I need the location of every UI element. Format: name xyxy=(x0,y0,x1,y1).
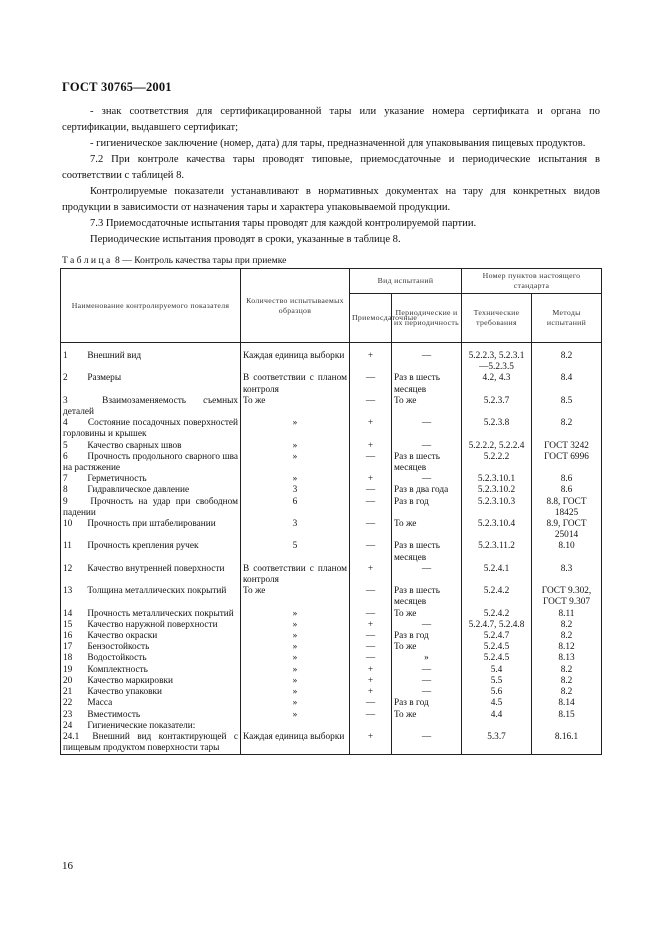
periodic-cell: То же xyxy=(392,609,462,620)
indicator-number: 19 xyxy=(63,664,73,675)
indicator-name: Качество окраски xyxy=(87,631,158,642)
indicator-name: Прочность металлических покрытий xyxy=(87,608,234,619)
sample-quantity-cell: » xyxy=(241,665,350,676)
periodic-cell: — xyxy=(392,418,462,440)
table-row xyxy=(61,586,602,608)
methods-cell: 8.6 xyxy=(532,485,602,496)
requirements-cell: 5.2.3.10.3 xyxy=(462,497,532,519)
table-row xyxy=(61,452,602,474)
paragraph: - гигиеническое заключение (номер, дата) для тары, предназначенной для упаковывания пищевых продуктов. xyxy=(90,138,586,149)
indicator-name: Прочность крепления ручек xyxy=(87,541,199,552)
indicator-cell xyxy=(61,519,241,541)
header-periodic: Периодические и их периодичность xyxy=(392,294,462,343)
indicator-cell xyxy=(61,676,241,687)
indicator-cell xyxy=(61,665,241,676)
table-row xyxy=(61,620,602,631)
requirements-cell: 5.2.3.10.4 xyxy=(462,519,532,541)
indicator-cell xyxy=(61,710,241,721)
table-row xyxy=(61,721,602,732)
sample-quantity-cell: 3 xyxy=(241,485,350,496)
methods-cell xyxy=(532,721,602,732)
acceptance-cell: — xyxy=(350,497,392,519)
sample-quantity-cell: Каждая единица выборки xyxy=(241,343,350,374)
sample-quantity-cell: » xyxy=(241,441,350,452)
quality-control-table xyxy=(60,268,602,755)
indicator-name: Качество маркировки xyxy=(87,675,173,686)
indicator-cell xyxy=(61,418,241,440)
indicator-cell xyxy=(61,721,241,732)
methods-cell: ГОСТ 9.302, ГОСТ 9.307 xyxy=(532,586,602,608)
indicator-name: Внешний вид xyxy=(87,351,142,361)
table-row xyxy=(61,609,602,620)
indicator-number: 23 xyxy=(63,709,73,720)
requirements-cell: 5.2.2.3, 5.2.3.1—5.2.3.5 xyxy=(462,343,532,374)
table-row xyxy=(61,497,602,519)
methods-cell: 8.6 xyxy=(532,474,602,485)
indicator-cell xyxy=(61,586,241,608)
requirements-cell: 5.3.7 xyxy=(462,732,532,755)
methods-cell: 8.2 xyxy=(532,676,602,687)
table-row xyxy=(61,687,602,698)
acceptance-cell: — xyxy=(350,609,392,620)
sample-quantity-cell: » xyxy=(241,687,350,698)
requirements-cell: 5.2.3.8 xyxy=(462,418,532,440)
sample-quantity-cell: » xyxy=(241,474,350,485)
header-standard-items: Номер пунктов настоящего стандарта xyxy=(462,269,602,294)
periodic-cell: То же xyxy=(392,519,462,541)
methods-cell: 8.15 xyxy=(532,710,602,721)
indicator-cell xyxy=(61,698,241,709)
indicator-number: 7 xyxy=(63,474,68,485)
indicator-number: 20 xyxy=(63,675,73,686)
requirements-cell: 5.5 xyxy=(462,676,532,687)
table-row xyxy=(61,541,602,563)
indicator-number: 10 xyxy=(63,519,73,530)
indicator-number: 6 xyxy=(63,451,68,462)
periodic-cell xyxy=(392,721,462,732)
indicator-number: 17 xyxy=(63,642,73,653)
requirements-cell: 5.2.2.2 xyxy=(462,452,532,474)
indicator-cell xyxy=(61,441,241,452)
acceptance-cell: — xyxy=(350,452,392,474)
methods-cell: 8.9, ГОСТ 25014 xyxy=(532,519,602,541)
indicator-number: 5 xyxy=(63,440,68,451)
periodic-cell: Раз в шесть месяцев xyxy=(392,452,462,474)
header-requirements: Технические требования xyxy=(462,294,532,343)
indicator-number: 15 xyxy=(63,619,73,630)
indicator-cell xyxy=(61,620,241,631)
indicator-number: 12 xyxy=(63,563,73,574)
methods-cell: 8.8, ГОСТ 18425 xyxy=(532,497,602,519)
sample-quantity-cell: » xyxy=(241,452,350,474)
sample-quantity-cell: » xyxy=(241,418,350,440)
methods-cell: 8.3 xyxy=(532,564,602,586)
table-row xyxy=(61,373,602,395)
requirements-cell: 5.4 xyxy=(462,665,532,676)
acceptance-cell: + xyxy=(350,441,392,452)
paragraph: Контролируемые показатели устанавливают в нормативных документах на тару для конкретных видов продукции в зависимости от назначения тары и характера упаковываемой продукции. xyxy=(62,186,600,213)
requirements-cell xyxy=(462,721,532,732)
indicator-cell xyxy=(61,541,241,563)
requirements-cell: 5.2.3.11.2 xyxy=(462,541,532,563)
indicator-number: 18 xyxy=(63,653,73,664)
requirements-cell: 5.2.4.1 xyxy=(462,564,532,586)
table-row xyxy=(61,642,602,653)
indicator-number: 9 xyxy=(63,496,68,507)
indicator-number: 1 xyxy=(63,351,68,361)
table-row xyxy=(61,564,602,586)
indicator-number: 3 xyxy=(63,395,68,406)
indicator-cell xyxy=(61,343,241,374)
indicator-number: 13 xyxy=(63,586,73,597)
indicator-name: Прочность при штабелировании xyxy=(87,519,216,530)
indicator-name: Прочность продольного сварного шва на растяжение xyxy=(63,451,238,474)
periodic-cell: — xyxy=(392,732,462,755)
indicator-number: 24 xyxy=(63,720,73,731)
header-quantity: Количество испытываемых образцов xyxy=(241,269,350,343)
table-caption-text: 8 — Контроль качества тары при приемке xyxy=(115,255,287,266)
sample-quantity-cell: » xyxy=(241,676,350,687)
indicator-number: 22 xyxy=(63,698,73,709)
acceptance-cell: — xyxy=(350,586,392,608)
acceptance-cell: + xyxy=(350,687,392,698)
acceptance-cell xyxy=(350,721,392,732)
table-row xyxy=(61,474,602,485)
requirements-cell: 5.2.4.2 xyxy=(462,586,532,608)
acceptance-cell: — xyxy=(350,653,392,664)
table-row xyxy=(61,441,602,452)
acceptance-cell: — xyxy=(350,710,392,721)
table-row xyxy=(61,732,602,755)
acceptance-cell: — xyxy=(350,642,392,653)
acceptance-cell: + xyxy=(350,676,392,687)
acceptance-cell: — xyxy=(350,396,392,418)
requirements-cell: 5.2.3.10.1 xyxy=(462,474,532,485)
acceptance-cell: + xyxy=(350,732,392,755)
table-body xyxy=(61,343,602,755)
sample-quantity-cell: » xyxy=(241,642,350,653)
indicator-cell xyxy=(61,373,241,395)
indicator-cell xyxy=(61,653,241,664)
indicator-cell xyxy=(61,485,241,496)
methods-cell: 8.10 xyxy=(532,541,602,563)
methods-cell: 8.2 xyxy=(532,687,602,698)
indicator-name: Качество сварных швов xyxy=(87,440,182,451)
methods-cell: 8.4 xyxy=(532,373,602,395)
table-row xyxy=(61,698,602,709)
sample-quantity-cell: 3 xyxy=(241,519,350,541)
acceptance-cell: — xyxy=(350,698,392,709)
table-caption-label: Таблица xyxy=(62,255,113,266)
indicator-cell xyxy=(61,396,241,418)
indicator-number: 24.1 xyxy=(63,731,80,742)
paragraph: Периодические испытания проводят в сроки, указанные в таблице 8. xyxy=(90,234,401,245)
periodic-cell: — xyxy=(392,620,462,631)
table-row xyxy=(61,396,602,418)
methods-cell: 8.2 xyxy=(532,418,602,440)
sample-quantity-cell xyxy=(241,721,350,732)
requirements-cell: 4.2, 4.3 xyxy=(462,373,532,395)
indicator-cell xyxy=(61,631,241,642)
indicator-name: Гидравлическое давление xyxy=(87,485,190,496)
indicator-cell xyxy=(61,564,241,586)
sample-quantity-cell: Каждая единица выборки xyxy=(241,732,350,755)
indicator-number: 8 xyxy=(63,485,68,496)
requirements-cell: 4.4 xyxy=(462,710,532,721)
sample-quantity-cell: » xyxy=(241,710,350,721)
document-header: ГОСТ 30765—2001 xyxy=(62,80,172,94)
requirements-cell: 5.2.3.10.2 xyxy=(462,485,532,496)
indicator-number: 2 xyxy=(63,373,68,384)
methods-cell: 8.2 xyxy=(532,620,602,631)
acceptance-cell: + xyxy=(350,418,392,440)
periodic-cell: — xyxy=(392,665,462,676)
indicator-name: Прочность на удар при свободном падении xyxy=(63,496,238,518)
indicator-number: 14 xyxy=(63,608,73,619)
periodic-cell: Раз в два года xyxy=(392,485,462,496)
sample-quantity-cell: » xyxy=(241,609,350,620)
indicator-cell xyxy=(61,732,241,755)
methods-cell: 8.11 xyxy=(532,609,602,620)
periodic-cell: — xyxy=(392,343,462,374)
indicator-cell xyxy=(61,497,241,519)
periodic-cell: Раз в год xyxy=(392,497,462,519)
methods-cell: 8.2 xyxy=(532,631,602,642)
indicator-name: Качество внутренней поверхности xyxy=(87,563,225,574)
header-methods: Методы испытаний xyxy=(532,294,602,343)
periodic-cell: Раз в год xyxy=(392,631,462,642)
acceptance-cell: + xyxy=(350,564,392,586)
requirements-cell: 5.2.4.5 xyxy=(462,642,532,653)
paragraph: 7.2 При контроле качества тары проводят типовые, приемосдаточные и периодические испытания в соответствии с таблицей 8. xyxy=(62,154,600,181)
methods-cell: 8.13 xyxy=(532,653,602,664)
sample-quantity-cell: » xyxy=(241,653,350,664)
indicator-cell xyxy=(61,609,241,620)
acceptance-cell: — xyxy=(350,541,392,563)
indicator-number: 16 xyxy=(63,631,73,642)
table-row xyxy=(61,485,602,496)
indicator-number: 4 xyxy=(63,418,68,429)
indicator-cell xyxy=(61,642,241,653)
methods-cell: 8.2 xyxy=(532,665,602,676)
sample-quantity-cell: В соответствии с планом контроля xyxy=(241,373,350,395)
periodic-cell: — xyxy=(392,474,462,485)
page-number: 16 xyxy=(62,860,73,872)
acceptance-cell: — xyxy=(350,485,392,496)
requirements-cell: 5.6 xyxy=(462,687,532,698)
table-row xyxy=(61,418,602,440)
sample-quantity-cell: В соответствии с планом контроля xyxy=(241,564,350,586)
paragraph: 7.3 Приемосдаточные испытания тары проводят для каждой контролируемой партии. xyxy=(90,218,477,229)
periodic-cell: — xyxy=(392,564,462,586)
indicator-name: Состояние посадочных поверхностей горловины и крышек xyxy=(63,418,239,440)
indicator-name: Гигиенические показатели: xyxy=(87,720,196,731)
sample-quantity-cell: » xyxy=(241,698,350,709)
indicator-name: Толщина металлических покрытий xyxy=(87,586,227,597)
table-row xyxy=(61,710,602,721)
sample-quantity-cell: То же xyxy=(241,586,350,608)
periodic-cell: То же xyxy=(392,642,462,653)
sample-quantity-cell: 6 xyxy=(241,497,350,519)
indicator-number: 11 xyxy=(63,541,72,552)
requirements-cell: 5.2.4.2 xyxy=(462,609,532,620)
periodic-cell: — xyxy=(392,687,462,698)
methods-cell: ГОСТ 6996 xyxy=(532,452,602,474)
indicator-name: Взаимозаменяемость съемных деталей xyxy=(63,395,238,418)
sample-quantity-cell: 5 xyxy=(241,541,350,563)
table-row xyxy=(61,653,602,664)
methods-cell: 8.5 xyxy=(532,396,602,418)
table-row xyxy=(61,665,602,676)
acceptance-cell: + xyxy=(350,474,392,485)
table-row xyxy=(61,676,602,687)
acceptance-cell: — xyxy=(350,373,392,395)
requirements-cell: 5.2.2.2, 5.2.2.4 xyxy=(462,441,532,452)
periodic-cell: То же xyxy=(392,710,462,721)
table-row xyxy=(61,343,602,374)
acceptance-cell: + xyxy=(350,343,392,374)
sample-quantity-cell: То же xyxy=(241,396,350,418)
indicator-cell xyxy=(61,474,241,485)
methods-cell: 8.16.1 xyxy=(532,732,602,755)
methods-cell: 8.14 xyxy=(532,698,602,709)
sample-quantity-cell: » xyxy=(241,620,350,631)
header-test-type: Вид испытаний xyxy=(350,269,462,294)
indicator-name: Размеры xyxy=(87,373,122,384)
requirements-cell: 5.2.4.7 xyxy=(462,631,532,642)
methods-cell: 8.12 xyxy=(532,642,602,653)
sample-quantity-cell: » xyxy=(241,631,350,642)
header-name: Наименование контролируемого показателя xyxy=(61,269,241,343)
acceptance-cell: — xyxy=(350,519,392,541)
periodic-cell: Раз в год xyxy=(392,698,462,709)
periodic-cell: — xyxy=(392,441,462,452)
indicator-name: Качество наружной поверхности xyxy=(87,619,218,630)
periodic-cell: Раз в шесть месяцев xyxy=(392,373,462,395)
periodic-cell: — xyxy=(392,676,462,687)
acceptance-cell: + xyxy=(350,620,392,631)
paragraph: - знак соответствия для сертификацированной тары или указание номера сертификата и органа по сертификации, выдавшего сертификат; xyxy=(62,106,600,133)
requirements-cell: 4.5 xyxy=(462,698,532,709)
periodic-cell: Раз в шесть месяцев xyxy=(392,586,462,608)
indicator-name: Водостойкость xyxy=(87,653,147,664)
indicator-cell xyxy=(61,687,241,698)
body-text xyxy=(62,104,600,248)
indicator-name: Комплектность xyxy=(87,664,148,675)
methods-cell: ГОСТ 3242 xyxy=(532,441,602,452)
indicator-name: Бензостойкость xyxy=(87,642,150,653)
table-caption xyxy=(62,255,286,266)
table-row xyxy=(61,631,602,642)
indicator-name: Вместимость xyxy=(87,709,141,720)
periodic-cell: Раз в шесть месяцев xyxy=(392,541,462,563)
acceptance-cell: + xyxy=(350,665,392,676)
periodic-cell: То же xyxy=(392,396,462,418)
requirements-cell: 5.2.3.7 xyxy=(462,396,532,418)
indicator-name: Масса xyxy=(87,698,113,709)
indicator-cell xyxy=(61,452,241,474)
indicator-name: Герметичность xyxy=(87,474,147,485)
requirements-cell: 5.2.4.7, 5.2.4.8 xyxy=(462,620,532,631)
indicator-name: Внешний вид контактирующей с пищевым продуктом поверхности тары xyxy=(63,731,238,754)
indicator-name: Качество упаковки xyxy=(87,687,163,698)
methods-cell: 8.2 xyxy=(532,343,602,374)
indicator-number: 21 xyxy=(63,687,73,698)
requirements-cell: 5.2.4.5 xyxy=(462,653,532,664)
periodic-cell: » xyxy=(392,653,462,664)
acceptance-cell: — xyxy=(350,631,392,642)
header-acceptance: Приемосдаточные xyxy=(350,294,392,343)
table-row xyxy=(61,519,602,541)
